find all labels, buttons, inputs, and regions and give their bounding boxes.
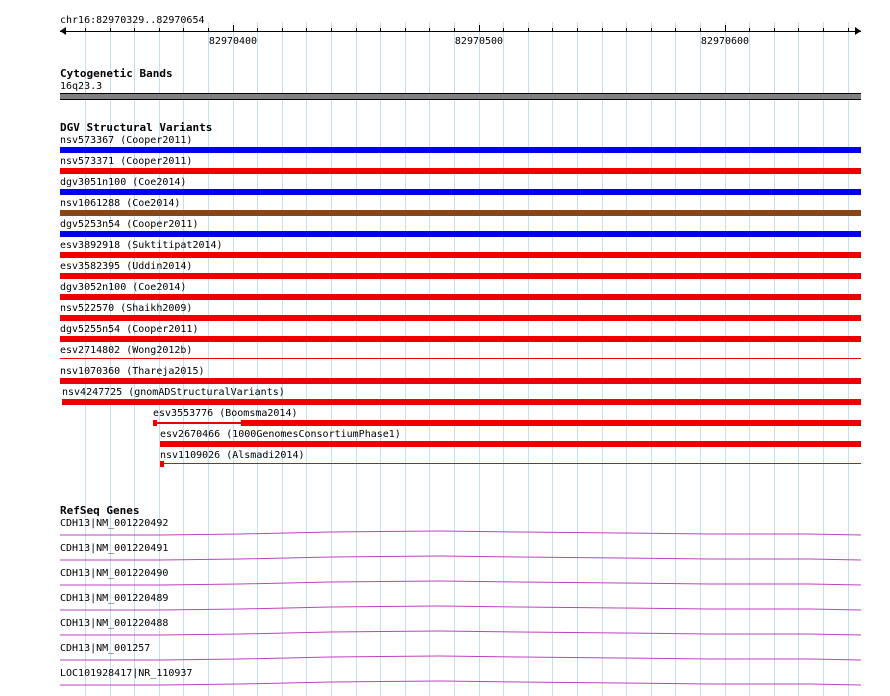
gene-line [60, 581, 861, 585]
variant-label[interactable]: dgv5255n54 (Cooper2011) [60, 324, 199, 335]
ruler-minor-tick [454, 28, 455, 32]
region-label: chr16:82970329..82970654 [60, 15, 205, 26]
variant-label[interactable]: nsv573367 (Cooper2011) [60, 135, 193, 146]
ruler-minor-tick [774, 28, 775, 32]
variant-label[interactable]: nsv522570 (Shaikh2009) [60, 303, 193, 314]
ruler-minor-tick [380, 28, 381, 32]
ruler-minor-tick [700, 28, 701, 32]
gene-label[interactable]: CDH13|NM_001257 [60, 643, 151, 654]
cytoband-label: 16q23.3 [60, 81, 103, 92]
ruler-minor-tick [503, 28, 504, 32]
variant-label[interactable]: esv2670466 (1000GenomesConsortiumPhase1) [160, 429, 401, 440]
ruler-minor-tick [823, 28, 824, 32]
gene-line [60, 631, 861, 635]
ruler-minor-tick [626, 28, 627, 32]
ruler-minor-tick [675, 28, 676, 32]
ruler-minor-tick [282, 28, 283, 32]
ruler-minor-tick [405, 28, 406, 32]
ruler-minor-tick [528, 28, 529, 32]
ruler-minor-tick [798, 28, 799, 32]
ruler-minor-tick [577, 28, 578, 32]
ruler-minor-tick [848, 28, 849, 32]
ruler-minor-tick [725, 28, 726, 32]
ruler-minor-tick [208, 28, 209, 32]
ruler-minor-tick [331, 28, 332, 32]
variant-label[interactable]: nsv1061288 (Coe2014) [60, 198, 181, 209]
gene-line [60, 656, 861, 660]
ruler-minor-tick [257, 28, 258, 32]
ruler-minor-tick [479, 28, 480, 32]
gene-label[interactable]: CDH13|NM_001220488 [60, 618, 169, 629]
gene-label[interactable]: CDH13|NM_001220492 [60, 518, 169, 529]
ruler-minor-tick [651, 28, 652, 32]
gene-line [60, 681, 861, 685]
ruler-minor-tick [602, 28, 603, 32]
ruler-minor-tick [552, 28, 553, 32]
variant-label[interactable]: nsv4247725 (gnomADStructuralVariants) [62, 387, 285, 398]
variant-label[interactable]: esv3553776 (Boomsma2014) [153, 408, 298, 419]
variant-label[interactable]: nsv573371 (Cooper2011) [60, 156, 193, 167]
gene-line [60, 531, 861, 535]
gene-label[interactable]: CDH13|NM_001220490 [60, 568, 169, 579]
cytoband-track-title: Cytogenetic Bands [60, 67, 173, 80]
ruler-minor-tick [233, 28, 234, 32]
ruler-minor-tick [749, 28, 750, 32]
ruler-minor-tick [159, 28, 160, 32]
gene-label[interactable]: LOC101928417|NR_110937 [60, 668, 193, 679]
ruler-line [60, 31, 861, 32]
ruler-minor-tick [356, 28, 357, 32]
variant-label[interactable]: esv3582395 (Uddin2014) [60, 261, 193, 272]
ruler-right-arrow-icon [855, 27, 861, 35]
gene-label[interactable]: CDH13|NM_001220491 [60, 543, 169, 554]
variant-label[interactable]: esv3892918 (Suktitipat2014) [60, 240, 223, 251]
variant-label[interactable]: dgv3051n100 (Coe2014) [60, 177, 187, 188]
gene-label[interactable]: CDH13|NM_001220489 [60, 593, 169, 604]
ruler-minor-tick [429, 28, 430, 32]
ruler-tick-label: 82970500 [454, 36, 504, 47]
variant-label[interactable]: dgv3052n100 (Coe2014) [60, 282, 187, 293]
ruler-tick-label: 82970400 [208, 36, 258, 47]
gene-line [60, 556, 861, 560]
variant-label[interactable]: nsv1109026 (Alsmadi2014) [160, 450, 305, 461]
variant-label[interactable]: dgv5253n54 (Cooper2011) [60, 219, 199, 230]
ruler-minor-tick [306, 28, 307, 32]
ruler-minor-tick [134, 28, 135, 32]
refseq-track-title: RefSeq Genes [60, 504, 140, 517]
ruler-minor-tick [110, 28, 111, 32]
dgv-track-title: DGV Structural Variants [60, 121, 213, 134]
ruler-tick-label: 82970600 [700, 36, 750, 47]
variant-label[interactable]: nsv1070360 (Thareja2015) [60, 366, 205, 377]
ruler-minor-tick [183, 28, 184, 32]
ruler-minor-tick [85, 28, 86, 32]
variant-label[interactable]: esv2714802 (Wong2012b) [60, 345, 193, 356]
gene-line [60, 606, 861, 610]
